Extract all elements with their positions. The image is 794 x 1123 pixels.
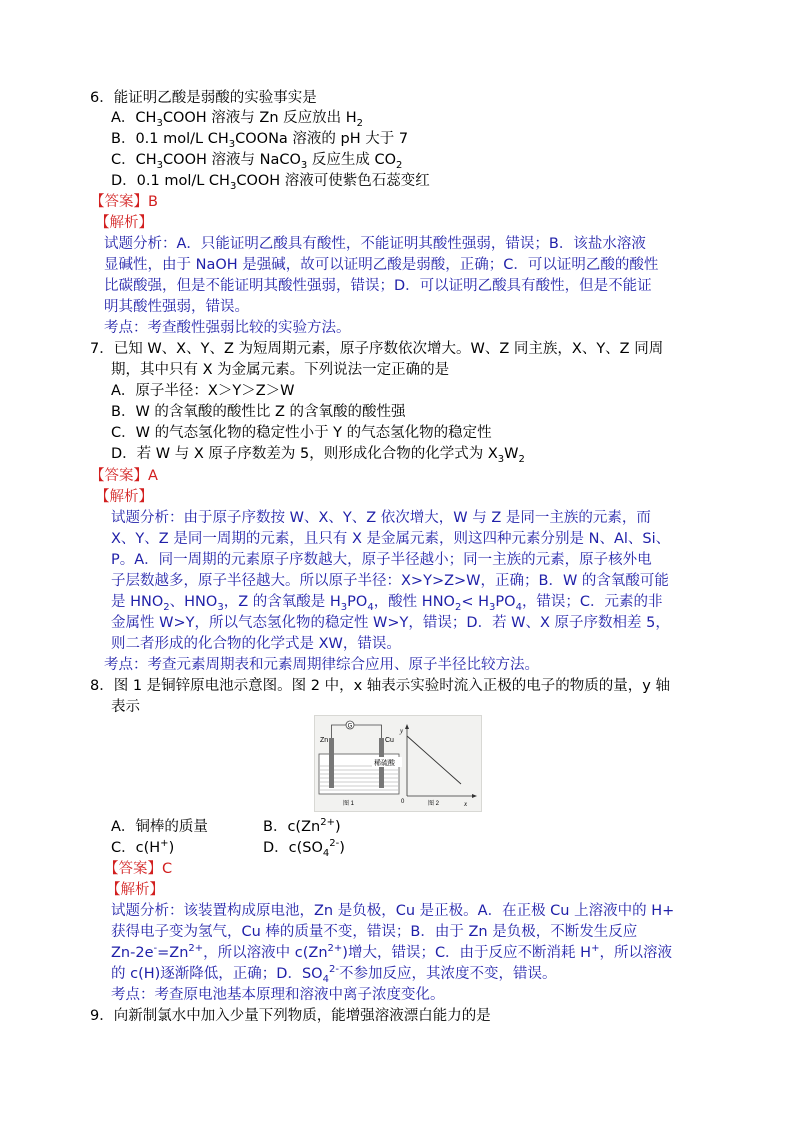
q7-point: 考点：考查元素周期表和元素周期律综合应用、原子半径比较方法。 bbox=[104, 657, 539, 673]
q6-option-c: C．$CH_3COOH$ 溶液与 NaCO$_3$ 反应生成 $CO_2$ bbox=[111, 152, 403, 171]
y-axis-arrow bbox=[405, 724, 409, 729]
q6-option-d: D．0.1 mol/L $CH_3COOH$ 溶液可使紫色石蕊变红 bbox=[111, 173, 430, 192]
q7-analysis-line-7: 则二者形成的化合物的化学式是 XW，错误。 bbox=[111, 636, 401, 652]
q8-option-a: A．铜棒的质量 bbox=[111, 819, 208, 835]
q7-analysis-line-6: 金属性 W>Y，所以气态氢化物的稳定性 W>Y，错误；D．若 W、X 原子序数相差 5， bbox=[111, 615, 670, 631]
q8-analysis-line-1: 试题分析：该装置构成原电池，Zn 是负极，Cu 是正极。A．在正极 Cu 上溶液中的 H+ bbox=[111, 903, 675, 919]
q8-option-c: C．c(H+) bbox=[111, 838, 175, 856]
q8-stem-line-1: 8．图 1 是铜锌原电池示意图。图 2 中，x 轴表示实验时流入正极的电子的物质的量，y 轴 bbox=[90, 678, 670, 694]
figure-1-caption: 图 1 bbox=[343, 801, 355, 807]
x-axis-label: x bbox=[464, 800, 468, 808]
q7-analysis-line-1: 试题分析：由于原子序数按 W、X、Y、Z 依次增大，W 与 Z 是同一主族的元素，而 bbox=[111, 510, 651, 526]
q8-stem-line-2: 表示 bbox=[111, 699, 140, 715]
q6-option-a: A．$CH_3COOH$ 溶液与 Zn 反应放出 $H_2$ bbox=[111, 110, 364, 129]
q8-answer: 【答案】C bbox=[104, 861, 173, 877]
q8-analysis-line-2: 获得电子变为氢气，Cu 棒的质量不变，错误；B．由于 Zn 是负极，不断发生反应 bbox=[111, 924, 638, 940]
zinc-electrode bbox=[329, 738, 334, 788]
wire-right bbox=[354, 725, 382, 738]
zn-label: Zn bbox=[320, 737, 329, 744]
q7-analysis-line-3: P。A．同一周期的元素原子序数越大，原子半径越小；同一主族的元素，原子核外电 bbox=[111, 552, 652, 568]
origin-label: 0 bbox=[401, 799, 405, 805]
q7-analysis-line-5: 是 $HNO_2$、$HNO_3$，Z 的含氧酸是 $H_3PO_4$，酸性 $HNO_2< H_3PO_4$，错误；C．元素的非 bbox=[111, 594, 663, 613]
q6-analysis-line-3: 比碳酸强，但是不能证明其酸性强弱，错误；D．可以证明乙酸具有酸性，但是不能证 bbox=[104, 278, 652, 294]
q8-analysis-line-4: 的 c(H)逐渐降低，正确；D．$SO_4^{2-}$不参加反应，其浓度不变，错误。 bbox=[111, 964, 557, 985]
acid-label: 稀硫酸 bbox=[374, 760, 395, 767]
q6-analysis-line-1: 试题分析：A．只能证明乙酸具有酸性，不能证明其酸性强弱，错误；B．该盐水溶液 bbox=[104, 236, 646, 252]
q7-stem-line-1: 7．已知 W、X、Y、Z 为短周期元素，原子序数依次增大。W、Z 同主族，X、Y、Z 同周 bbox=[90, 341, 664, 357]
q7-stem-line-2: 期，其中只有 X 为金属元素。下列说法一定正确的是 bbox=[111, 362, 450, 378]
q8-analysis-line-3: $Zn-2e^-=Zn^{2+}$，所以溶液中 $c(Zn^{2+})$增大，错误；C．由于反应不断消耗 H+，所以溶液 bbox=[111, 943, 672, 961]
cu-label: Cu bbox=[385, 737, 394, 744]
y-axis-label: y bbox=[400, 727, 404, 735]
cell-diagram-figure bbox=[314, 715, 482, 812]
wire-left bbox=[332, 725, 347, 738]
q7-analysis-line-2: X、Y、Z 是同一周期的元素，且只有 X 是金属元素，则这四种元素分别是 N、Al、Si、 bbox=[111, 531, 671, 547]
q8-option-d: D．$c(SO_4^{2-})$ bbox=[263, 838, 345, 859]
cell-diagram-svg bbox=[315, 716, 481, 811]
q8-option-b: B．$c(Zn^{2+})$ bbox=[263, 817, 341, 835]
q6-point: 考点：考查酸性强弱比较的实验方法。 bbox=[104, 320, 351, 336]
q6-analysis-line-4: 明其酸性强弱，错误。 bbox=[104, 299, 249, 315]
q7-answer: 【答案】A bbox=[90, 468, 158, 484]
q6-analysis-line-2: 显碱性，由于 NaOH 是强碱，故可以证明乙酸是弱酸，正确；C．可以证明乙酸的酸性 bbox=[104, 257, 659, 273]
figure-2-caption: 图 2 bbox=[428, 801, 440, 807]
q6-analysis-label: 【解析】 bbox=[95, 215, 153, 231]
q7-option-c: C．W 的气态氢化物的稳定性小于 Y 的气态氢化物的稳定性 bbox=[111, 425, 492, 441]
q6-stem: 6．能证明乙酸是弱酸的实验事实是 bbox=[90, 90, 317, 106]
q7-analysis-line-4: 子层数越多，原子半径越大。所以原子半径：X>Y>Z>W，正确；B．W 的含氧酸可能 bbox=[111, 573, 669, 589]
q7-option-a: A．原子半径：X＞Y＞Z＞W bbox=[111, 383, 295, 399]
galvanometer-label: G bbox=[347, 723, 353, 730]
q8-analysis-label: 【解析】 bbox=[106, 882, 164, 898]
q7-option-b: B．W 的含氧酸的酸性比 Z 的含氧酸的酸性强 bbox=[111, 404, 406, 420]
q9-stem: 9．向新制氯水中加入少量下列物质，能增强溶液漂白能力的是 bbox=[90, 1008, 491, 1024]
x-axis-arrow bbox=[472, 794, 477, 798]
graph-line bbox=[407, 736, 461, 784]
q8-point: 考点：考查原电池基本原理和溶液中离子浓度变化。 bbox=[111, 987, 445, 1003]
q6-answer: 【答案】B bbox=[90, 194, 158, 210]
q7-analysis-label: 【解析】 bbox=[95, 489, 153, 505]
q6-option-b: B．0.1 mol/L $CH_3COONa$ 溶液的 pH 大于 7 bbox=[111, 131, 409, 150]
q7-option-d: D．若 W 与 X 原子序数差为 5，则形成化合物的化学式为 $X_3W_2$ bbox=[111, 446, 525, 465]
